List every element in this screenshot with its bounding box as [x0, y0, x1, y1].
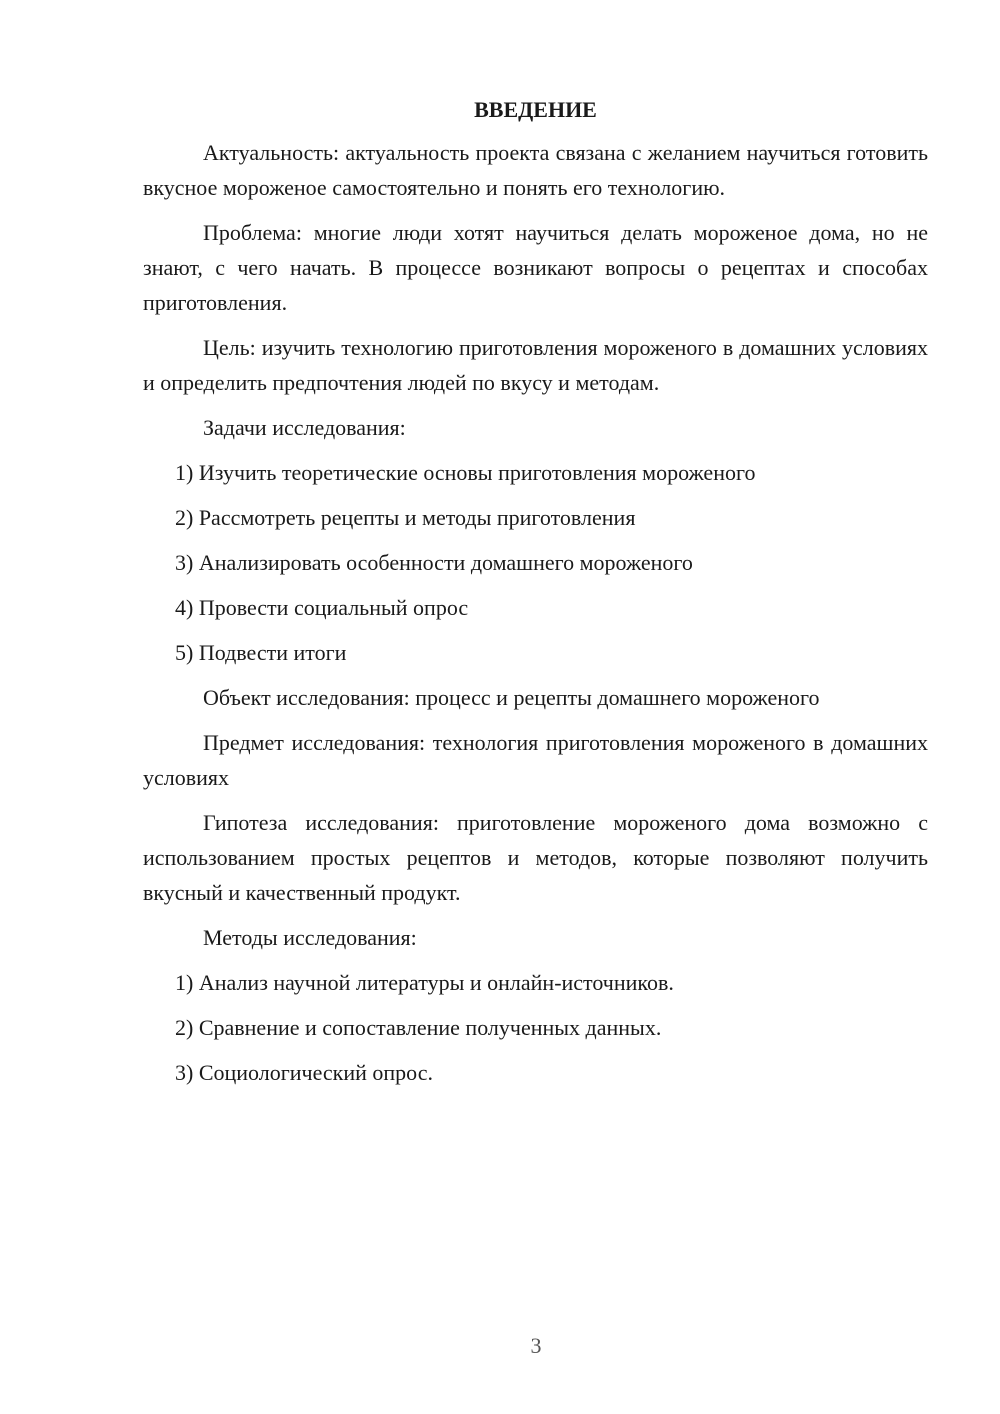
- list-item: 4) Провести социальный опрос: [175, 595, 469, 620]
- tasks-label: Задачи исследования:: [203, 415, 406, 440]
- list-item: 1) Анализ научной литературы и онлайн-источников.: [175, 970, 674, 995]
- list-item: 2) Сравнение и сопоставление полученных данных.: [175, 1015, 662, 1040]
- hypothesis-paragraph: Гипотеза исследования: приготовление мороженого дома возможно с использованием простых рецептов и методов, которые позволяют получить вкусный и качественный продукт.: [143, 810, 928, 905]
- page-title: ВВЕДЕНИЕ: [474, 97, 597, 122]
- list-item: 1) Изучить теоретические основы приготовления мороженого: [175, 460, 756, 485]
- list-item: 3) Социологический опрос.: [175, 1060, 433, 1085]
- tasks-list: [143, 455, 928, 670]
- list-item: 5) Подвести итоги: [175, 640, 347, 665]
- methods-label: Методы исследования:: [203, 925, 417, 950]
- document-body: [143, 95, 928, 1100]
- subject-paragraph: Предмет исследования: технология приготовления мороженого в домашних условиях: [143, 730, 928, 790]
- object-paragraph: Объект исследования: процесс и рецепты домашнего мороженого: [203, 685, 820, 710]
- goal-paragraph: Цель: изучить технологию приготовления мороженого в домашних условиях и определить предпочтения людей по вкусу и методам.: [143, 335, 928, 395]
- problem-paragraph: Проблема: многие люди хотят научиться делать мороженое дома, но не знают, с чего начать. В процессе возникают вопросы о рецептах и способах приготовления.: [143, 220, 928, 315]
- methods-list: [143, 965, 928, 1090]
- list-item: 3) Анализировать особенности домашнего мороженого: [175, 550, 693, 575]
- page-number: 3: [530, 1333, 542, 1358]
- list-item: 2) Рассмотреть рецепты и методы приготовления: [175, 505, 636, 530]
- relevance-paragraph: Актуальность: актуальность проекта связана с желанием научиться готовить вкусное мороженое самостоятельно и понять его технологию.: [143, 140, 928, 200]
